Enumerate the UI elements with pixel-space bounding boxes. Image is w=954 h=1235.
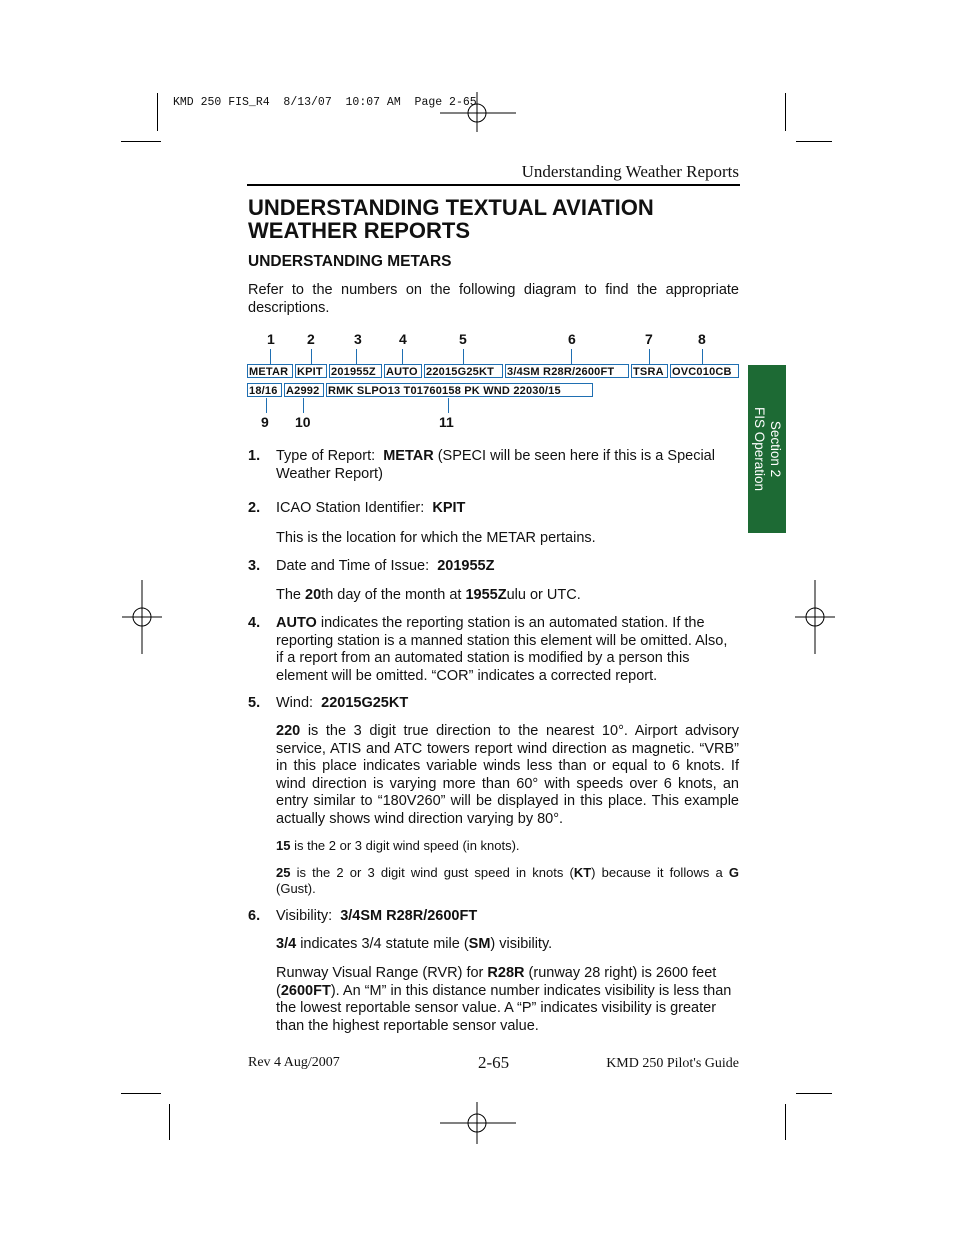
registration-mark-right (795, 580, 835, 654)
diagram-number: 10 (295, 414, 311, 430)
item-value: AUTO (276, 615, 317, 631)
diagram-number: 6 (568, 331, 576, 347)
item-description: The 20th day of the month at 1955Zulu or UTC. (276, 587, 581, 603)
diagram-number: 1 (267, 331, 275, 347)
list-item: 5. Wind: 22015G25KT (248, 695, 409, 711)
footer-revision: Rev 4 Aug/2007 (248, 1055, 340, 1070)
leader-line (356, 349, 357, 364)
metar-field: 3/4SM R28R/2600FT (505, 364, 629, 378)
diagram-number: 5 (459, 331, 467, 347)
metar-field: 201955Z (329, 364, 382, 378)
item-value: 22015G25KT (321, 695, 409, 711)
section-tab (748, 365, 786, 533)
metar-field: A2992 (284, 383, 324, 397)
item-description: 3/4 indicates 3/4 statute mile (SM) visibility. (276, 936, 553, 952)
metar-field: KPIT (295, 364, 327, 378)
diagram-number: 11 (439, 414, 454, 430)
metar-field: METAR (247, 364, 293, 378)
running-head: Understanding Weather Reports (521, 162, 739, 181)
leader-line (270, 349, 271, 364)
leader-line (463, 349, 464, 364)
item-number: 4. (248, 615, 261, 631)
page-title (248, 196, 748, 242)
list-item: 4. AUTO indicates the reporting station is an automated station. If the reporting station is a manned station this element will be omitted. Also, if a report from an automated station is modified by a person this element will be omitted. “COR” indicates a corrected report. (248, 615, 728, 684)
item-description: Runway Visual Range (RVR) for R28R (runway 28 right) is 2600 feet (2600FT). An “M” in this distance number indicates visibility is less than the lowest reportable sensor value. A “P” indicates visibility is greater than the highest reportable sensor value. (276, 965, 732, 1034)
metar-field: AUTO (384, 364, 422, 378)
metar-field: 18/16 (247, 383, 282, 397)
item-description: This is the location for which the METAR pertains. (276, 530, 596, 546)
item-value: 201955Z (437, 558, 495, 574)
intro-paragraph: Refer to the numbers on the following diagram to find the appropriate descriptions. (248, 282, 739, 316)
header-rule (247, 184, 740, 186)
diagram-number: 2 (307, 331, 315, 347)
metar-field: RMK SLPO13 T01760158 PK WND 22030/15 (326, 383, 593, 397)
metar-field: OVC010CB (670, 364, 739, 378)
metar-field: 22015G25KT (424, 364, 503, 378)
item-number: 2. (248, 500, 261, 516)
item-number: 6. (248, 908, 261, 924)
item-description: 220 is the 3 digit true direction to the nearest 10°. Airport advisory service, ATIS and ATC towers report wind direction as magnetic. “VRB” in this place indicates variable winds less than or equal to 6 knots. If wind direction is varying more than 60° with speeds over 6 knots, an entry similar to “180V260” will be displayed in this place. This example actually shows wind direction varying by 80°. (276, 723, 739, 827)
leader-line (448, 398, 449, 413)
title-line-1: UNDERSTANDING TEXTUAL AVIATION (248, 195, 654, 220)
diagram-number: 3 (354, 331, 362, 347)
section-tab-line-1: Section 2 (768, 420, 783, 478)
diagram-number: 4 (399, 331, 407, 347)
leader-line (702, 349, 703, 364)
page-number: 2-65 (478, 1053, 510, 1072)
item-value: KPIT (432, 500, 466, 516)
list-item: 3. Date and Time of Issue: 201955Z (248, 558, 495, 574)
leader-line (266, 398, 267, 413)
registration-mark-top (440, 92, 516, 132)
list-item: 2. ICAO Station Identifier: KPIT (248, 500, 466, 516)
list-item: 1. Type of Report: METAR (SPECI will be seen here if this is a Special Weather Report) (248, 448, 715, 482)
item-description: 25 is the 2 or 3 digit wind gust speed in knots (KT) because it follows a G (Gust). (276, 865, 739, 896)
diagram-number: 9 (261, 414, 269, 430)
diagram-number: 7 (645, 331, 653, 347)
printer-slug: KMD 250 FIS_R4 8/13/07 10:07 AM Page 2-65 (173, 96, 477, 109)
item-value: 3/4SM R28R/2600FT (340, 908, 478, 924)
leader-line (571, 349, 572, 364)
list-item: 6. Visibility: 3/4SM R28R/2600FT (248, 908, 478, 924)
leader-line (311, 349, 312, 364)
item-number: 1. (248, 448, 261, 464)
diagram-number: 8 (698, 331, 706, 347)
leader-line (402, 349, 403, 364)
item-number: 3. (248, 558, 261, 574)
item-value: METAR (383, 448, 434, 464)
registration-mark-bottom (440, 1102, 516, 1144)
title-line-2: WEATHER REPORTS (248, 218, 471, 243)
registration-mark-left (122, 580, 162, 654)
item-number: 5. (248, 695, 261, 711)
item-description: 15 is the 2 or 3 digit wind speed (in knots). (276, 838, 520, 853)
footer-guide-title: KMD 250 Pilot's Guide (606, 1056, 739, 1071)
section-tab-line-2: FIS Operation (752, 406, 767, 492)
leader-line (649, 349, 650, 364)
section-subheading: UNDERSTANDING METARS (248, 253, 452, 270)
metar-field: TSRA (631, 364, 668, 378)
leader-line (303, 398, 304, 413)
